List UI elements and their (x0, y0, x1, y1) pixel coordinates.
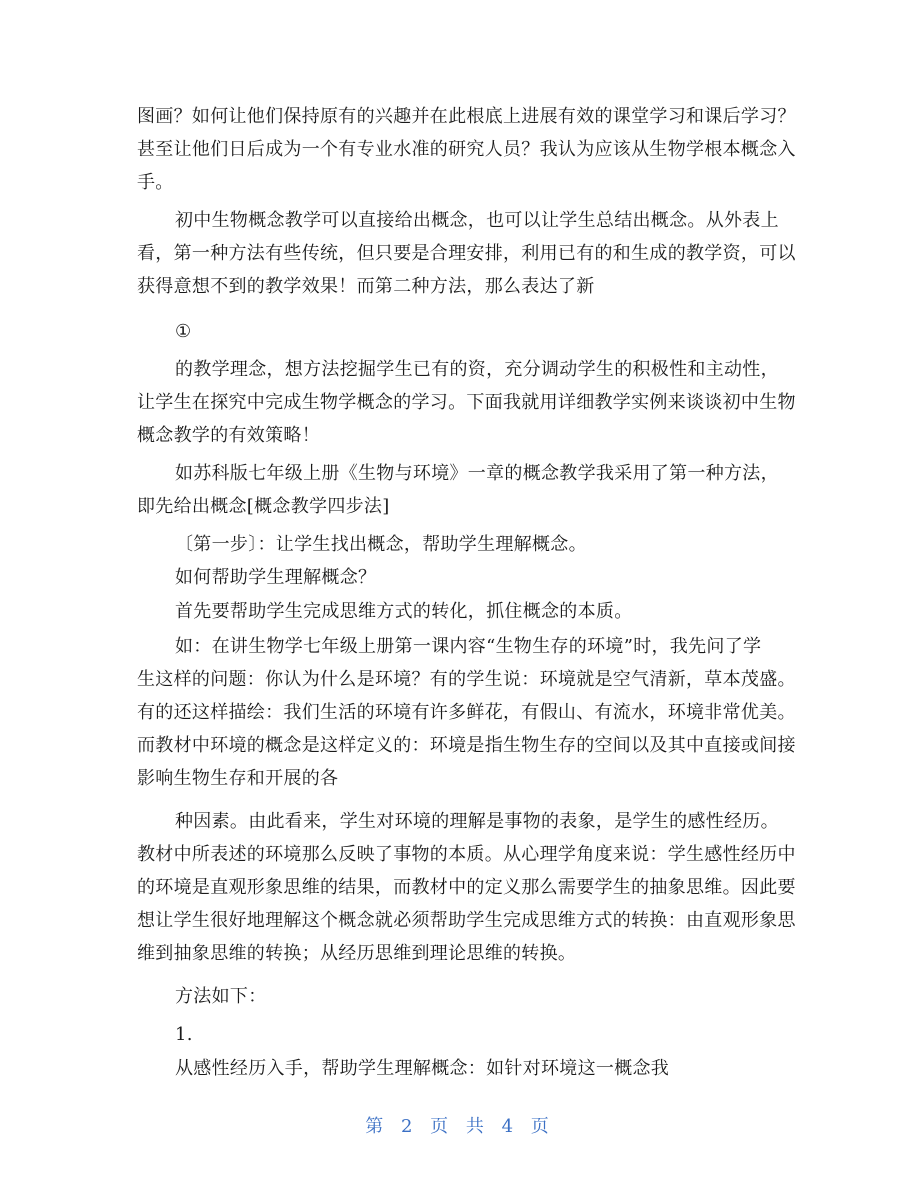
text-line: 影响生物生存和开展的各 (137, 768, 339, 789)
paragraph-6 (137, 561, 797, 594)
text-line: 如：在讲生物学七年级上册第一课内容“生物生存的环境”时，我先问了学 (175, 636, 762, 657)
paragraph-10 (137, 980, 797, 1013)
text-line: 而教材中环境的概念是这样定义的：环境是指生物生存的空间以及其中直接或间接 (137, 735, 796, 756)
paragraph-12 (137, 1052, 797, 1085)
paragraph-11 (137, 1018, 797, 1051)
text-line: 的环境是直观形象思维的结果，而教材中的定义那么需要学生的抽象思维。因此要 (137, 877, 796, 898)
text-line: 首先要帮助学生完成思维方式的转化，抓住概念的本质。 (175, 601, 633, 622)
text-line: 概念教学的有效策略！ (137, 425, 320, 446)
circled-number: ① (175, 321, 192, 342)
text-line: 从感性经历入手，帮助学生理解概念：如针对环境这一概念我 (175, 1058, 670, 1079)
text-line: 种因素。由此看来，学生对环境的理解是事物的表象，是学生的感性经历。 (175, 811, 779, 832)
paragraph-8 (137, 630, 797, 795)
text-line: 即先给出概念[概念教学四步法] (137, 496, 390, 517)
text-line: 维到抽象思维的转换；从经历思维到理论思维的转换。 (137, 943, 577, 964)
text-line: 甚至让他们日后成为一个有专业水准的研究人员？我认为应该从生物学根本概念入 (137, 139, 796, 160)
text-line: 的教学理念，想方法挖掘学生已有的资，充分调动学生的积极性和主动性， (175, 359, 779, 380)
paragraph-5 (137, 528, 797, 561)
paragraph-2 (137, 204, 797, 303)
paragraph-4 (137, 457, 797, 523)
paragraph-1 (137, 100, 797, 199)
text-line: 有的还这样描绘：我们生活的环境有许多鲜花，有假山、有流水，环境非常优美。 (137, 702, 796, 723)
paragraph-7 (137, 595, 797, 628)
text-line: 图画？如何让他们保持原有的兴趣并在此根底上进展有效的课堂学习和课后学习？ (137, 106, 796, 127)
text-line: 手。 (137, 172, 174, 193)
text-line: 想让学生很好地理解这个概念就必须帮助学生完成思维方式的转换：由直观形象思 (137, 910, 796, 931)
text-line: 如何帮助学生理解概念？ (175, 567, 377, 588)
text-line: 如苏科版七年级上册《生物与环境》一章的概念教学我采用了第一种方法， (175, 463, 779, 484)
text-line: 教材中所表述的环境那么反映了事物的本质。从心理学角度来说：学生感性经历中 (137, 844, 796, 865)
text-line: 生这样的问题：你认为什么是环境？有的学生说：环境就是空气清新，草本茂盛。 (137, 669, 796, 690)
text-line: 让学生在探究中完成生物学概念的学习。下面我就用详细教学实例来谈谈初中生物 (137, 392, 796, 413)
list-number: 1. (175, 1024, 193, 1045)
text-line: 方法如下： (175, 986, 267, 1007)
text-line: 获得意想不到的教学效果！而第二种方法，那么表达了新 (137, 276, 595, 297)
text-line: 初中生物概念教学可以直接给出概念，也可以让学生总结出概念。从外表上 (175, 210, 779, 231)
text-line: 〔第一步〕：让学生找出概念，帮助学生理解概念。 (175, 534, 587, 555)
paragraph-marker (137, 315, 797, 348)
paragraph-3 (137, 353, 797, 452)
text-line: 看，第一种方法有些传统，但只要是合理安排，利用已有的和生成的教学资，可以 (137, 243, 796, 264)
paragraph-9 (137, 805, 797, 970)
page-footer: 第 2 页 共 4 页 (365, 1116, 555, 1137)
